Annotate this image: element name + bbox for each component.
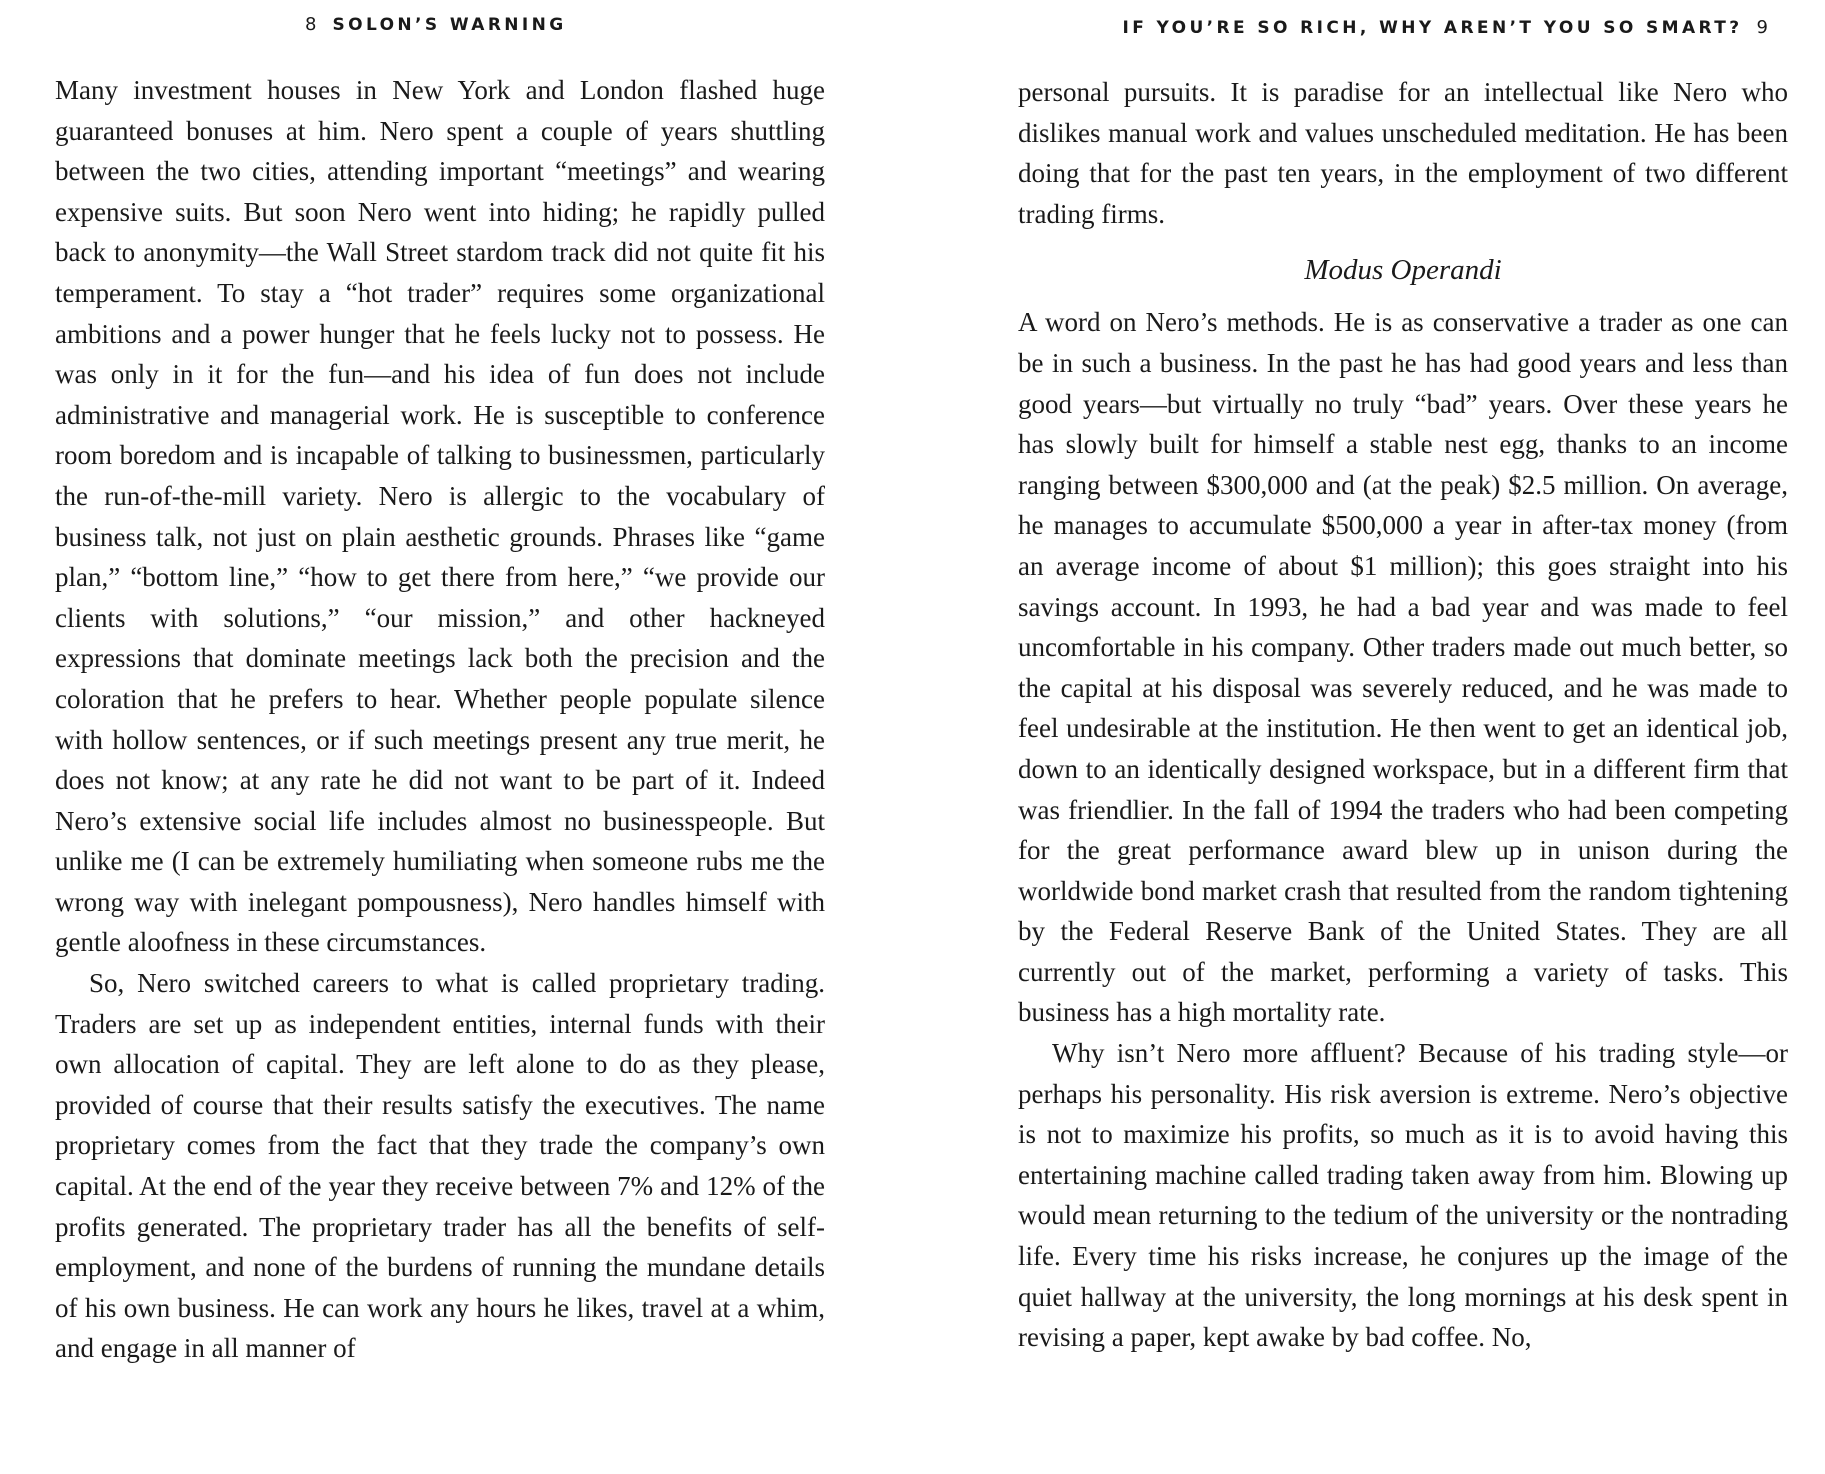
left-running-head <box>305 14 567 35</box>
left-page-number: 8 <box>305 14 317 35</box>
left-page <box>55 0 825 1474</box>
right-paragraph-1: A word on Nero’s methods. He is as conservative a trader as one can be in such a business. In the past he has had good years and less than good years—but virtually no truly “bad” years. Over these years he has slowly built for himself a stable nest egg, thanks to an income ranging between $300,000 and (at the peak) $2.5 million. On average, he manages to accumulate $500,000 a year in after-tax money (from an average income of about $1 million); this goes straight into his savings account. In 1993, he had a bad year and was made to feel uncomfortable in his company. Other traders made out much better, so the capital at his disposal was severely reduced, and he was made to feel undesirable at the institution. He then went to get an identical job, down to an identically designed workspace, but in a different firm that was friendlier. In the fall of 1994 the traders who had been competing for the great performance award blew up in unison during the worldwide bond market crash that resulted from the random tightening by the Federal Reserve Bank of the United States. They are all currently out of the market, performing a variety of tasks. This business has a high mortality rate. <box>1018 307 1788 1028</box>
right-page <box>1018 0 1788 1474</box>
right-running-head-title: IF YOU’RE SO RICH, WHY AREN’T YOU SO SMART? <box>1122 18 1743 38</box>
left-body-text <box>55 70 825 1369</box>
left-paragraph-1: Many investment houses in New York and London flashed huge guaranteed bonuses at him. Nero spent a couple of years shuttling between the two cities, attending important “meetings” and wearing expensive suits. But soon Nero went into hiding; he rapidly pulled back to anonymity—the Wall Street stardom track did not quite fit his temperament. To stay a “hot trader” requires some organizational ambitions and a power hunger that he feels lucky not to possess. He was only in it for the fun—and his idea of fun does not include administrative and managerial work. He is susceptible to conference room boredom and is incapable of talking to businessmen, particularly the run-of-the-mill variety. Nero is allergic to the vocabulary of business talk, not just on plain aesthetic grounds. Phrases like “game plan,” “bottom line,” “how to get there from here,” “we provide our clients with solutions,” “our mission,” and other hackneyed expressions that dominate meetings lack both the precision and the coloration that he prefers to hear. Whether people populate silence with hollow sentences, or if such meetings present any true merit, he does not know; at any rate he did not want to be part of it. Indeed Nero’s extensive social life includes almost no businesspeople. But unlike me (I can be extremely humiliating when someone rubs me the wrong way with inelegant pompousness), Nero handles himself with gentle aloofness in these circumstances. <box>55 75 825 958</box>
right-paragraph-2: Why isn’t Nero more affluent? Because of his trading style—or perhaps his personality. His risk aversion is extreme. Nero’s objective is not to maximize his profits, so much as it is to avoid having this entertaining machine called trading taken away from him. Blowing up would mean returning to the tedium of the university or the nontrading life. Every time his risks increase, he conjures up the image of the quiet hallway at the university, the long mornings at his desk spent in revising a paper, kept awake by bad coffee. No, <box>1018 1038 1788 1353</box>
right-body-text <box>1018 72 1788 1358</box>
left-paragraph-2: So, Nero switched careers to what is called proprietary trading. Traders are set up as independent entities, internal funds with their own allocation of capital. They are left alone to do as they please, provided of course that their results satisfy the executives. The name proprietary comes from the fact that they trade the company’s own capital. At the end of the year they receive between 7% and 12% of the profits generated. The proprietary trader has all the benefits of self-employment, and none of the burdens of running the mundane details of his own business. He can work any hours he likes, travel at a whim, and engage in all manner of <box>55 968 825 1364</box>
right-running-head <box>1122 17 1768 38</box>
right-page-number: 9 <box>1756 17 1768 38</box>
section-heading: Modus Operandi <box>1304 254 1502 287</box>
left-running-head-title: SOLON’S WARNING <box>332 15 567 35</box>
right-paragraph-continued: personal pursuits. It is paradise for an intellectual like Nero who dislikes manual work and values unscheduled meditation. He has been doing that for the past ten years, in the employment of two different trading firms. <box>1018 77 1788 229</box>
